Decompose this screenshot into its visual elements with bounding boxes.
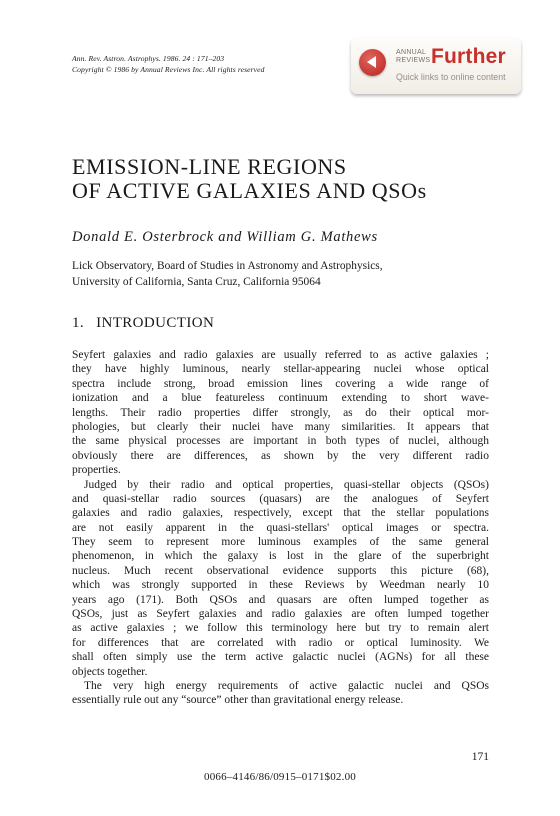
badge-reviews-label: REVIEWS <box>396 57 431 64</box>
body-line: lengths. Their radio properties differ strongly, as do their optical mor- <box>72 406 489 419</box>
title-line-2: OF ACTIVE GALAXIES AND QSOs <box>72 178 427 203</box>
paper-authors: Donald E. Osterbrock and William G. Mathews <box>72 229 378 245</box>
body-line: Judged by their radio and optical properties, quasi-stellar objects (QSOs) <box>84 478 489 491</box>
body-line: years ago (171). Both QSOs and quasars are often lumped together as <box>72 593 489 606</box>
body-line: They seem to represent more luminous examples of the same general <box>72 536 489 549</box>
body-line: as active galaxies ; we follow this terminology here but try to remain alert <box>72 622 489 635</box>
page-number: 171 <box>471 751 489 763</box>
journal-citation <box>72 54 352 75</box>
citation-line-2: Copyright © 1986 by Annual Reviews Inc. All rights reserved <box>72 64 265 74</box>
body-line: The very high energy requirements of active galactic nuclei and QSOs <box>84 679 489 692</box>
body-line: galaxies and radio galaxies, respectively, except that the stellar populations <box>72 507 489 520</box>
body-line: spectra include strong, broad emission lines covering a wide range of <box>72 377 489 390</box>
badge-further-label: Further <box>431 45 506 68</box>
annual-reviews-further-badge[interactable] <box>351 38 521 94</box>
body-line: Seyfert galaxies and radio galaxies are usually referred to as active galaxies ; <box>72 349 489 361</box>
body-line: nucleus. Much recent observational evidence supports this picture (68), <box>72 564 489 577</box>
body-line: phenomenon, in which the galaxy is lost in the glare of the superbright <box>72 550 489 563</box>
body-line: and quasi-stellar radio sources (quasars) are the analogues of Seyfert <box>72 492 489 505</box>
paper-title <box>72 155 492 203</box>
body-line: essentially rule out any “source” other than gravitational energy release. <box>72 694 404 707</box>
affiliation-line-2: University of California, Santa Cruz, California 95064 <box>72 275 321 288</box>
body-line: are not easily apparent in the quasi-stellars' optical images or spectra. <box>72 521 489 534</box>
body-line: phologies, but clearly their nuclei have many similarities. It appears that <box>72 420 489 433</box>
body-line: the same physical processes are important in both types of nuclei, although <box>72 435 489 448</box>
body-line: which was strongly supported in these Reviews by Weedman nearly 10 <box>72 579 489 592</box>
body-line: properties. <box>72 464 121 477</box>
body-line: they have highly luminous, nearly stellar-appearing nuclei whose optical <box>72 363 489 376</box>
body-line: for differences that are correlated with radio or optical luminosity. We <box>72 636 489 649</box>
badge-annual-label: ANNUAL <box>396 49 427 56</box>
section-number: 1. <box>72 315 85 331</box>
body-line: objects together. <box>72 665 148 678</box>
section-title: INTRODUCTION <box>96 315 215 331</box>
body-line: shall often simply use the term active galactic nuclei (AGNs) for all these <box>72 651 489 664</box>
citation-line-1: Ann. Rev. Astron. Astrophys. 1986. 24 : 171–203 <box>72 54 225 63</box>
badge-subtitle: Quick links to online content <box>396 72 506 82</box>
author-affiliation <box>72 259 492 290</box>
body-line: obviously there are differences, as shown by the very different radio <box>72 449 489 462</box>
body-line: QSOs, just as Seyfert galaxies and radio galaxies are often lumped together <box>72 608 489 621</box>
footer-code: 0066–4146/86/0915–0171$02.00 <box>204 771 356 783</box>
affiliation-line-1: Lick Observatory, Board of Studies in Astronomy and Astrophysics, <box>72 260 383 272</box>
body-text <box>72 348 489 708</box>
back-arrow-icon <box>359 49 386 76</box>
body-line: ionization and a blue featureless continuum extending to short wave- <box>72 392 489 405</box>
section-heading <box>72 313 492 333</box>
title-line-1: EMISSION-LINE REGIONS <box>72 154 347 179</box>
